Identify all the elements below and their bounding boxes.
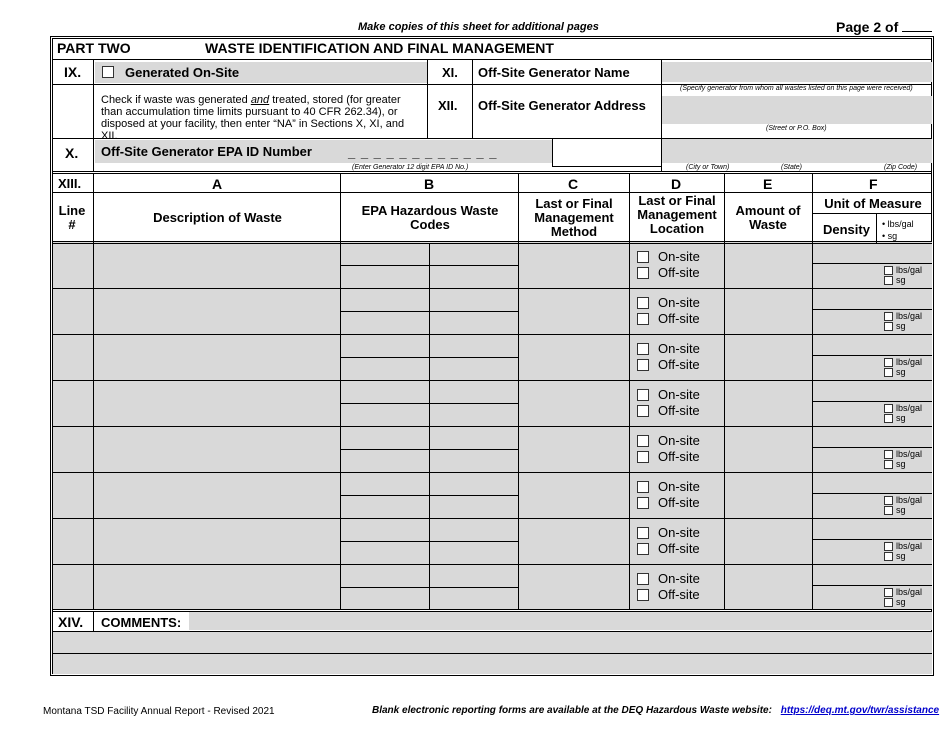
footer-note xyxy=(372,705,939,716)
generator-name-input[interactable] xyxy=(661,62,932,82)
specify-generator-note: (Specify generator from whom all wastes listed on this page were received) xyxy=(680,85,913,92)
rule xyxy=(340,357,518,358)
rule xyxy=(53,564,932,565)
col-a-header: Description of Waste xyxy=(153,210,282,225)
unit-lbs-gal-label: lbs/gal xyxy=(896,357,923,367)
rule xyxy=(340,541,518,542)
unit-lbs-gal-checkbox[interactable] xyxy=(884,312,893,321)
on-site-label: On-site xyxy=(658,479,700,494)
rule xyxy=(93,611,94,632)
off-site-checkbox[interactable] xyxy=(637,543,649,555)
unit-sg-checkbox[interactable] xyxy=(884,506,893,515)
section-ix-number: IX. xyxy=(64,64,82,80)
part-label: PART TWO xyxy=(57,40,131,56)
unit-sg-label: sg xyxy=(896,505,906,515)
unit-sg-label: sg xyxy=(896,275,906,285)
unit-sg-label: sg xyxy=(896,459,906,469)
unit-sg-label: sg xyxy=(896,413,906,423)
off-site-label: Off-site xyxy=(658,449,700,464)
on-site-label: On-site xyxy=(658,525,700,540)
on-site-label: On-site xyxy=(658,433,700,448)
section-ix-instructions: Check if waste was generated and treated, stored (for greater than accumulation time limits pursuant to 40 CFR 262.34), or disposed at your facility, then enter “NA” in Sections X, XI, and XII. xyxy=(101,94,405,142)
page-total-blank[interactable] xyxy=(902,21,932,32)
rule xyxy=(427,59,428,138)
rule xyxy=(53,472,932,473)
rule xyxy=(53,609,932,612)
comments-label: COMMENTS: xyxy=(101,615,182,630)
col-letter-e: E xyxy=(763,176,773,192)
rule xyxy=(340,495,518,496)
col-c-header: Last or Final Management Method xyxy=(534,196,614,239)
rule xyxy=(53,518,932,519)
off-site-checkbox[interactable] xyxy=(637,405,649,417)
col-letter-f: F xyxy=(869,176,878,192)
rule xyxy=(93,173,94,610)
rule xyxy=(53,192,932,193)
section-x-number: X. xyxy=(65,145,79,161)
rule xyxy=(812,401,932,402)
unit-sg-checkbox[interactable] xyxy=(884,368,893,377)
off-site-checkbox[interactable] xyxy=(637,589,649,601)
unit-sg-label: sg xyxy=(896,367,906,377)
generator-name-label: Off-Site Generator Name xyxy=(478,65,630,80)
rule xyxy=(53,171,932,174)
rule xyxy=(472,59,473,138)
unit-option-sg: • sg xyxy=(882,231,898,241)
rule xyxy=(812,309,932,310)
state-hint: (State) xyxy=(781,164,803,171)
rule xyxy=(340,587,518,588)
rule xyxy=(340,403,518,404)
section-xi-number: XI. xyxy=(442,65,458,80)
page-label xyxy=(836,19,932,35)
city-state-zip-input[interactable] xyxy=(661,139,932,163)
off-site-checkbox[interactable] xyxy=(637,497,649,509)
unit-lbs-gal-checkbox[interactable] xyxy=(884,358,893,367)
deq-website-link[interactable]: https://deq.mt.gov/twr/assistance xyxy=(780,705,940,716)
off-site-checkbox[interactable] xyxy=(637,451,649,463)
on-site-label: On-site xyxy=(658,387,700,402)
on-site-checkbox[interactable] xyxy=(637,481,649,493)
footer-form-title: Montana TSD Facility Annual Report - Revised 2021 xyxy=(43,706,275,717)
off-site-label: Off-site xyxy=(658,541,700,556)
epa-id-label: Off-Site Generator EPA ID Number xyxy=(101,144,312,159)
unit-lbs-gal-label: lbs/gal xyxy=(896,311,923,321)
col-line-header: Line # xyxy=(58,203,86,232)
off-site-label: Off-site xyxy=(658,403,700,418)
unit-lbs-gal-label: lbs/gal xyxy=(896,449,923,459)
unit-sg-checkbox[interactable] xyxy=(884,598,893,607)
footer-note-text: Blank electronic reporting forms are available at the DEQ Hazardous Waste website: xyxy=(372,705,772,716)
generated-onsite-label: Generated On-Site xyxy=(125,65,240,80)
rule xyxy=(812,173,813,610)
col-e-header: Amount of Waste xyxy=(735,203,801,232)
rule xyxy=(812,447,932,448)
off-site-label: Off-site xyxy=(658,587,700,602)
rule xyxy=(53,380,932,381)
density-header: Density xyxy=(823,222,870,237)
unit-sg-checkbox[interactable] xyxy=(884,552,893,561)
comments-input[interactable] xyxy=(189,612,932,630)
on-site-checkbox[interactable] xyxy=(637,389,649,401)
on-site-checkbox[interactable] xyxy=(637,527,649,539)
section-xii-number: XII. xyxy=(438,98,458,113)
rule xyxy=(53,288,932,289)
rule xyxy=(629,173,630,610)
off-site-label: Off-site xyxy=(658,495,700,510)
on-site-label: On-site xyxy=(658,571,700,586)
unit-sg-label: sg xyxy=(896,321,906,331)
off-site-label: Off-site xyxy=(658,311,700,326)
copies-note: Make copies of this sheet for additional pages xyxy=(358,21,599,33)
unit-lbs-gal-checkbox[interactable] xyxy=(884,404,893,413)
on-site-label: On-site xyxy=(658,295,700,310)
rule xyxy=(340,265,518,266)
on-site-checkbox[interactable] xyxy=(637,573,649,585)
on-site-label: On-site xyxy=(658,249,700,264)
unit-lbs-gal-label: lbs/gal xyxy=(896,541,923,551)
rule xyxy=(661,59,662,172)
unit-sg-checkbox[interactable] xyxy=(884,460,893,469)
epa-id-blanks[interactable]: _ _ _ _ _ _ _ _ _ _ _ _ xyxy=(348,145,498,160)
off-site-checkbox[interactable] xyxy=(637,359,649,371)
rule xyxy=(518,173,519,610)
on-site-checkbox[interactable] xyxy=(637,251,649,263)
rule xyxy=(812,263,932,264)
rule xyxy=(812,493,932,494)
rule xyxy=(340,449,518,450)
col-letter-a: A xyxy=(212,176,223,192)
rule xyxy=(340,173,341,610)
generator-address-label: Off-Site Generator Address xyxy=(478,98,646,113)
rule xyxy=(53,426,932,427)
rule xyxy=(876,213,877,243)
col-b-header: EPA Hazardous Waste Codes xyxy=(361,203,499,232)
epa-id-hint: (Enter Generator 12 digit EPA ID No.) xyxy=(352,164,469,171)
rule xyxy=(812,585,932,586)
unit-lbs-gal-checkbox[interactable] xyxy=(884,450,893,459)
zip-hint: (Zip Code) xyxy=(884,164,918,171)
rule xyxy=(552,166,661,167)
rule xyxy=(53,631,932,632)
unit-sg-checkbox[interactable] xyxy=(884,414,893,423)
col-letter-d: D xyxy=(671,176,682,192)
unit-lbs-gal-label: lbs/gal xyxy=(896,403,923,413)
page-label-text: Page 2 of xyxy=(836,19,899,35)
city-hint: (City or Town) xyxy=(686,164,730,171)
unit-lbs-gal-label: lbs/gal xyxy=(896,587,923,597)
unit-lbs-gal-checkbox[interactable] xyxy=(884,588,893,597)
on-site-checkbox[interactable] xyxy=(637,297,649,309)
col-letter-c: C xyxy=(568,176,579,192)
unit-sg-label: sg xyxy=(896,597,906,607)
unit-lbs-gal-label: lbs/gal xyxy=(896,265,923,275)
off-site-checkbox[interactable] xyxy=(637,267,649,279)
unit-lbs-gal-checkbox[interactable] xyxy=(884,266,893,275)
rule xyxy=(812,539,932,540)
unit-lbs-gal-checkbox[interactable] xyxy=(884,542,893,551)
rule xyxy=(93,59,94,172)
part-title: WASTE IDENTIFICATION AND FINAL MANAGEMENT xyxy=(205,40,554,56)
off-site-label: Off-site xyxy=(658,357,700,372)
on-site-checkbox[interactable] xyxy=(637,343,649,355)
unit-sg-checkbox[interactable] xyxy=(884,276,893,285)
rule xyxy=(552,138,553,167)
off-site-checkbox[interactable] xyxy=(637,313,649,325)
on-site-label: On-site xyxy=(658,341,700,356)
street-input[interactable] xyxy=(661,96,932,124)
rule xyxy=(53,241,932,244)
rule xyxy=(53,334,932,335)
rule xyxy=(53,59,932,60)
rule xyxy=(812,355,932,356)
unit-lbs-gal-label: lbs/gal xyxy=(896,495,923,505)
col-letter-b: B xyxy=(424,176,435,192)
rule xyxy=(340,311,518,312)
rule xyxy=(53,653,932,654)
street-hint: (Street or P.O. Box) xyxy=(766,125,827,132)
on-site-checkbox[interactable] xyxy=(637,435,649,447)
unit-sg-checkbox[interactable] xyxy=(884,322,893,331)
off-site-label: Off-site xyxy=(658,265,700,280)
section-xiii-number: XIII. xyxy=(58,176,82,191)
rule xyxy=(724,173,725,610)
col-d-header: Last or Final Management Location xyxy=(637,193,717,236)
unit-sg-label: sg xyxy=(896,551,906,561)
section-xiv-number: XIV. xyxy=(58,614,84,630)
col-f-header: Unit of Measure xyxy=(824,196,922,211)
generated-onsite-checkbox[interactable] xyxy=(102,66,114,78)
rule xyxy=(812,213,932,214)
unit-lbs-gal-checkbox[interactable] xyxy=(884,496,893,505)
unit-option-lbs: • lbs/gal xyxy=(882,219,914,229)
